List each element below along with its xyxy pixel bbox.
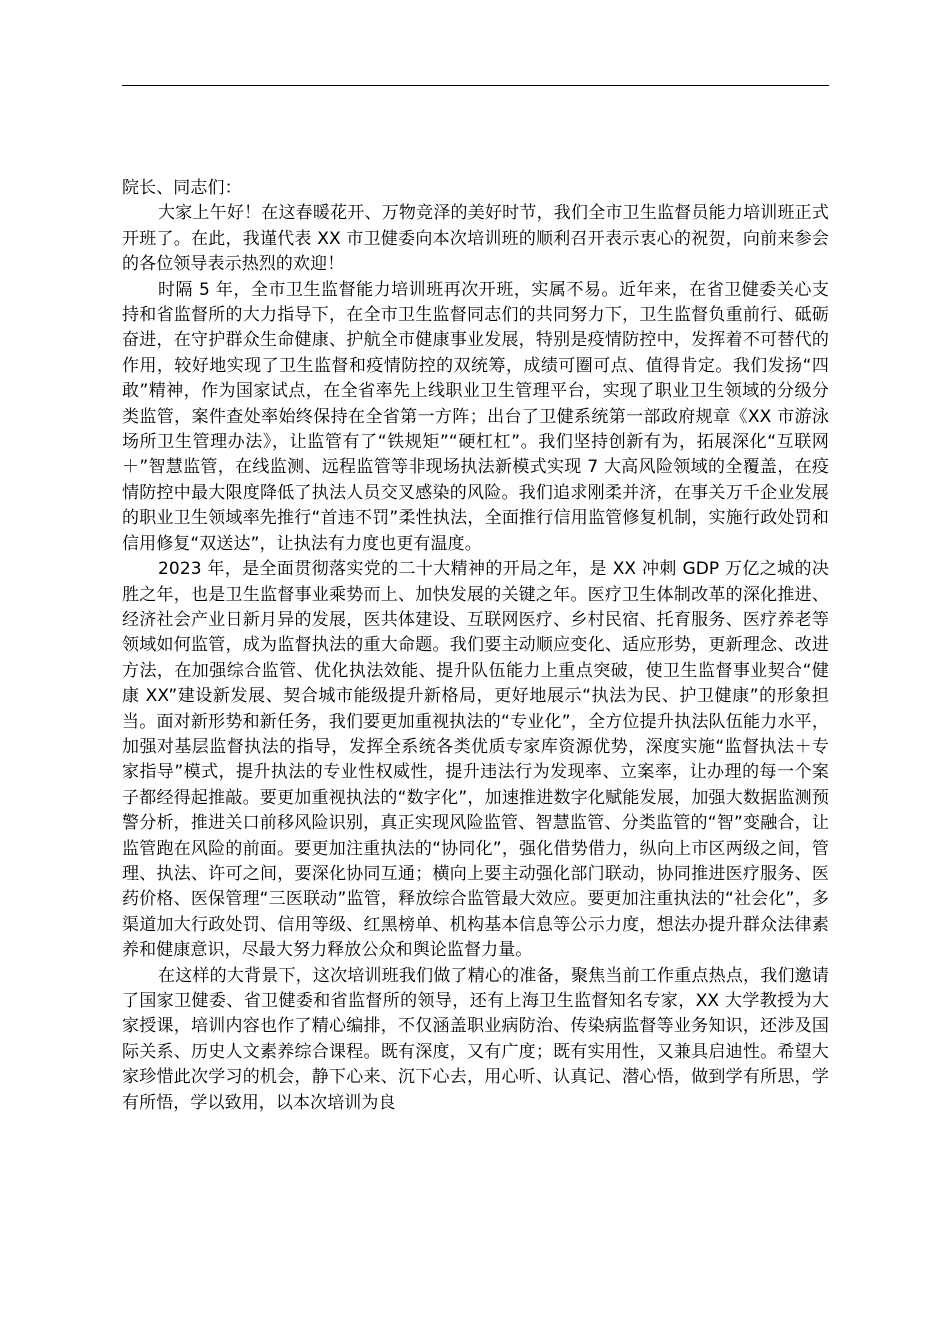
- paragraph-2: 时隔 5 年，全市卫生监督能力培训班再次开班，实属不易。近年来，在省卫健委关心支持和省监督所的大力指导下，在全市卫生监督同志们的共同努力下，卫生监督负重前行、砥砺奋进，在守护群众生命健康、护航全市健康事业发展，特别是疫情防控中，发挥着不可替代的作用，较好地实现了卫生监督和疫情防控的双统筹，成绩可圈可点、值得肯定。我们发扬“四敢”精神，作为国家试点，在全省率先上线职业卫生管理平台，实现了职业卫生领域的分级分类监管，案件查处率始终保持在全省第一方阵；出台了卫健系统第一部政府规章《XX 市游泳场所卫生管理办法》，让监管有了“铁规矩”“硬杠杠”。我们坚持创新有为，拓展深化“互联网＋”智慧监管，在线监测、远程监管等非现场执法新模式实现 7 大高风险领域的全覆盖，在疫情防控中最大限度降低了执法人员交叉感染的风险。我们追求刚柔并济，在事关万千企业发展的职业卫生领域率先推行“首违不罚”柔性执法，全面推行信用监管修复机制，实施行政处罚和信用修复“双送达”，让执法有力度也更有温度。: [122, 279, 829, 554]
- salutation: 院长、同志们：: [122, 178, 242, 198]
- paragraph-3: 2023 年，是全面贯彻落实党的二十大精神的开局之年，是 XX 冲刺 GDP 万亿之城的决胜之年，也是卫生监督事业乘势而上、加快发展的关键之年。医疗卫生体制改革的深化推进、经济社会产业日新月异的发展，医共体建设、互联网医疗、乡村民宿、托育服务、医疗养老等领域如何监管，成为监督执法的重大命题。我们要主动顺应变化、适应形势，更新理念、改进方法，在加强综合监管、优化执法效能、提升队伍能力上重点突破，使卫生监督事业契合“健康 XX”建设新发展、契合城市能级提升新格局，更好地展示“执法为民、护卫健康”的形象担当。面对新形势和新任务，我们要更加重视执法的“专业化”，全方位提升执法队伍能力水平，加强对基层监督执法的指导，发挥全系统各类优质专家库资源优势，深度实施“监督执法＋专家指导”模式，提升执法的专业性权威性，提升违法行为发现率、立案率，让办理的每一个案子都经得起推敲。要更加重视执法的“数字化”，加速推进数字化赋能发展，加强大数据监测预警分析，推进关口前移风险识别，真正实现风险监管、智慧监管、分类监管的“智”变融合，让监管跑在风险的前面。要更加注重执法的“协同化”，强化借势借力，纵向上市区两级之间，管理、执法、许可之间，要深化协同互通；横向上要主动强化部门联动，协同推进医疗服务、医药价格、医保管理“三医联动”监管，释放综合监管最大效应。要更加注重执法的“社会化”，多渠道加大行政处罚、信用等级、红黑榜单、机构基本信息等公示力度，想法办提升群众法律素养和健康意识，尽最大努力释放公众和舆论监督力量。: [122, 559, 829, 961]
- header-rule: [122, 85, 829, 86]
- document-body: [122, 176, 829, 1116]
- paragraph-4: 在这样的大背景下，这次培训班我们做了精心的准备，聚焦当前工作重点热点，我们邀请了国家卫健委、省卫健委和省监督所的领导，还有上海卫生监督知名专家，XX 大学教授为大家授课，培训内容也作了精心编排，不仅涵盖职业病防治、传染病监督等业务知识，还涉及国际关系、历史人文素养综合课程。既有深度，又有广度；既有实用性，又兼具启迪性。希望大家珍惜此次学习的机会，静下心来、沉下心去，用心听、认真记、潜心悟，做到学有所思，学有所悟，学以致用，以本次培训为良: [122, 965, 829, 1113]
- paragraph-1: 大家上午好！在这春暖花开、万物竞泽的美好时节，我们全市卫生监督员能力培训班正式开班了。在此，我谨代表 XX 市卫健委向本次培训班的顺利召开表示衷心的祝贺，向前来参会的各位领导表示热烈的欢迎！: [122, 203, 829, 275]
